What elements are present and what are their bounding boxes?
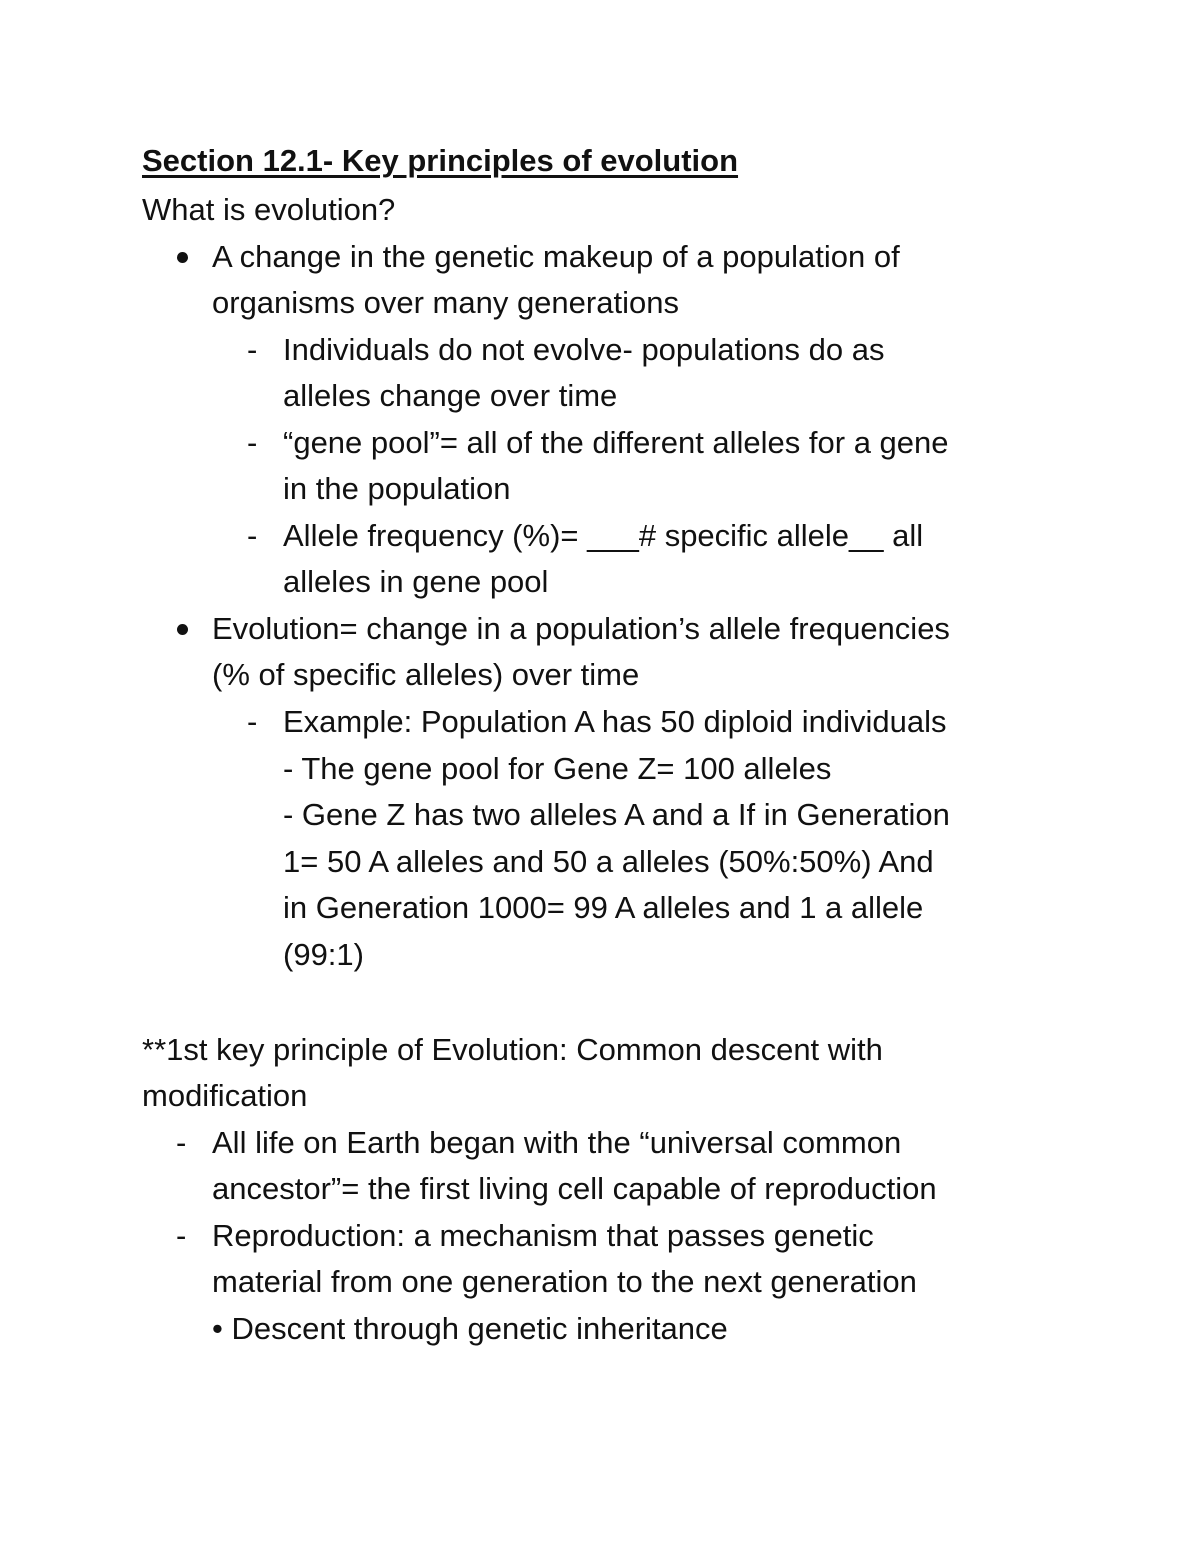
bullet-1-sub-1-line-2: alleles change over time [283, 378, 618, 413]
dash-marker: - [247, 425, 258, 460]
example-line-6: (99:1) [283, 937, 364, 972]
bullet-1-sub-1-line-1: Individuals do not evolve- populations do as [283, 332, 885, 367]
principle-item-1-line-1: All life on Earth began with the “universal common [212, 1125, 902, 1160]
example-line-1: Example: Population A has 50 diploid individuals [283, 704, 947, 739]
bullet-2-line-2: (% of specific alleles) over time [212, 657, 640, 692]
principle-item-2-line-2: material from one generation to the next generation [212, 1264, 917, 1299]
principle-heading-line-1: **1st key principle of Evolution: Common descent with [142, 1032, 883, 1067]
example-line-5: in Generation 1000= 99 A alleles and 1 a allele [283, 890, 924, 925]
bullet-1-line-2: organisms over many generations [212, 285, 679, 320]
example-line-4: 1= 50 A alleles and 50 a alleles (50%:50%) And [283, 844, 934, 879]
question-heading: What is evolution? [142, 192, 396, 227]
dash-marker: - [247, 704, 258, 739]
bullet-2-line-1: Evolution= change in a population’s allele frequencies [212, 611, 950, 646]
principle-item-1-line-2: ancestor”= the first living cell capable of reproduction [212, 1171, 937, 1206]
dash-marker: - [176, 1218, 187, 1253]
dash-marker: - [247, 518, 258, 553]
section-title: Section 12.1- Key principles of evolution [142, 143, 739, 178]
bullet-dot-icon [177, 624, 188, 635]
principle-item-3: • Descent through genetic inheritance [212, 1311, 728, 1346]
bullet-1-sub-3-line-1: Allele frequency (%)= ___# specific allele__ all [283, 518, 924, 553]
bullet-1-line-1: A change in the genetic makeup of a population of [212, 239, 900, 274]
principle-item-2-line-1: Reproduction: a mechanism that passes genetic [212, 1218, 874, 1253]
bullet-1-sub-3-line-2: alleles in gene pool [283, 564, 549, 599]
bullet-1-sub-2-line-2: in the population [283, 471, 511, 506]
bullet-dot-icon [177, 252, 188, 263]
bullet-1-sub-2-line-1: “gene pool”= all of the different alleles for a gene [283, 425, 949, 460]
principle-heading-line-2: modification [142, 1078, 308, 1113]
example-line-3: - Gene Z has two alleles A and a If in Generation [283, 797, 950, 832]
dash-marker: - [176, 1125, 187, 1160]
dash-marker: - [247, 332, 258, 367]
example-line-2: - The gene pool for Gene Z= 100 alleles [283, 751, 832, 786]
